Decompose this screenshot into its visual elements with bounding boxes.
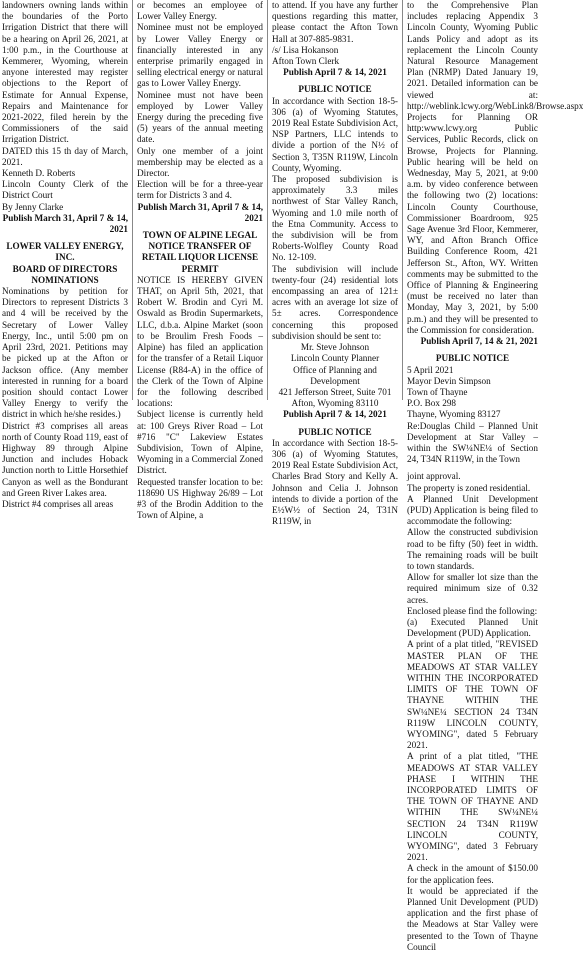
- public-notice-heading: PUBLIC NOTICE: [298, 84, 372, 95]
- douglas-child-pud-re: Re:Douglas Child – Planned Unit Development at Star Valley – within the SW¼NE¼ of Section 24, T34N R119W, in the Town: [407, 420, 538, 465]
- nsp-subdivision-lots: The subdivision will include twenty-four (24) residential lots encompassing an area of 121± acres with an average lot size of 5± acres. Correspondence concerning this proposed subdivision should be sent to:: [272, 263, 398, 341]
- story-johnson-subdivision: In accordance with Section 18-5-306 (a) of Wyoming Statutes, 2019 Real Estate Subdivision Act, Charles Brad Story and Kelly A. Johnson and Celia J. Johnson intends to divide a portion of the E½W½ of Section 24, T31N R119W, in: [272, 437, 398, 527]
- nominee-employee-text: or becomes an employee of Lower Valley Energy.: [137, 0, 263, 22]
- porto-irrigation-signature: Kenneth D. Roberts Lincoln County Clerk of the District Court By Jenny Clarke: [2, 168, 128, 212]
- porto-irrigation-dated: DATED this 15 th day of March, 2021.: [2, 145, 128, 167]
- check-item: A check in the amount of $150.00 for the application fees.: [407, 863, 538, 885]
- district-3-paragraph: District #3 comprises all areas north of County Road 119, east of Highway 89 through Alpine Junction and includes Hoback Junction north to Little Horsethief Canyon as well as the Bondurant and Green River Lakes area.: [2, 420, 128, 498]
- column-1: [2, 0, 128, 509]
- nominee-financial-text: Nominee must not be employed by Lower Valley Energy or financially interested in any enterprise primarily engaged in selling electrical energy or natural gas to Lower Valley Energy.: [137, 22, 263, 89]
- public-notice-heading-2: PUBLIC NOTICE: [298, 426, 372, 437]
- executed-pud-item: (a) Executed Planned Unit Development (PUD) Application.: [407, 616, 538, 639]
- alpine-liquor-heading: TOWN OF ALPINE LEGAL NOTICE TRANSFER OF RETAIL LIQUOR LICENSE PERMIT: [141, 230, 259, 274]
- joint-approval-text: joint approval.: [407, 471, 461, 482]
- afton-attend-text: to attend. If you have any further questions regarding this matter, please contact the Afton Town Hall at 307-885-9831.: [272, 0, 398, 44]
- column-2: [137, 0, 263, 521]
- nsp-subdivision-location: The proposed subdivision is approximately 3.3 miles northwest of Star Valley Ranch, Wyoming and 1.0 mile north of the Etna Community. Access to the subdivision will be from Roberts-Wolfley County Road No. 12-109.: [272, 174, 398, 263]
- liquor-notice-paragraph: NOTICE IS HEREBY GIVEN THAT, on April 5th, 2021, that Robert W. Brodin and Cyri M. Oswald as Brodin Supermarkets, LLC, d.b.a. Alpine Market (soon to be Broulim Fresh Foods – Alpine) has filed an application for the transfer of a Retail Liquor License (R84-A) in the office of the Clerk of the Town of Alpine for the following described locations:: [137, 274, 263, 409]
- liquor-transfer-location: Requested transfer location to be: 118690 US Highway 26/89 – Lot #3 of the Brodin Addition to the Town of Alpine, a: [137, 476, 263, 521]
- comprehensive-plan-publish-dates: Publish April 7, 14 & 21, 2021: [420, 336, 538, 347]
- afton-publish-dates: Publish April 7 & 14, 2021: [283, 67, 387, 78]
- comprehensive-plan-text: to the Comprehensive Plan includes replacing Appendix 3 Lincoln County, Wyoming Public Lands Policy and adopt as its replacement the Lincoln County Natural Resource Management Plan (NRMP) Dated January 19, 2021. Detailed information can be viewed at: http://weblink.lcwy.org/WebLink8/Browse.aspx Projects for Planning OR http:www.lcwy.org Public Services, Public Records, click on Browse, Projects for Planning. Public hearing will be held on Wednesday, May 5, 2021, at 9:00 a.m. by video conference between the following two (2) locations: Lincoln County Courthouse, Commissioner Boardroom, 925 Sage Avenue 3rd Floor, Kemmerer, WY, and Afton Branch Office Building Conference Room, 421 Jefferson St., Afton, WY. Written comments may be submitted to the Office of Planning & Engineering (must be received no later than Monday, May 3, 2021, by 5:00 p.m.) and they will be presented to the Commission for consideration.: [407, 0, 583, 335]
- nsp-subdivision-intro: In accordance with Section 18-5-306 (a) of Wyoming Statutes, 2019 Real Estate Subdivision Act, NSP Partners, LLC intends to divide a portion of the N½ of Section 3, T35N R119W, Lincoln County, Wyoming.: [272, 95, 398, 173]
- lot-size-item: Allow for smaller lot size than the required minimum size of 0.32 acres.: [407, 572, 538, 605]
- enclosed-text: Enclosed please find the following:: [407, 605, 538, 616]
- thayne-public-notice-heading: PUBLIC NOTICE: [435, 353, 510, 364]
- column-divider: [132, 0, 133, 400]
- meadows-phase-1-item: A print of a plat titled, "THE MEADOWS AT STAR VALLEY PHASE I WITHIN THE INCORPORATED LIMITS OF THE TOWN OF THAYNE AND WITHIN THE SW¼NE¼ SECTION 24 T34N R119W LINCOLN COUNTY, WYOMING", dated 3 February 2021.: [407, 751, 538, 863]
- lower-valley-energy-heading: LOWER VALLEY ENERGY, INC.: [6, 241, 124, 263]
- road-width-item: Allow the constructed subdivision road to be fifty (50) feet in width. The remaining roads will be built to town standards.: [407, 527, 538, 571]
- column-divider: [267, 0, 268, 400]
- joint-membership-text: Only one member of a joint membership may be elected as a Director.: [137, 145, 263, 179]
- column-3: [272, 0, 398, 527]
- afton-clerk-signature: /s/ Lisa Hokanson Afton Town Clerk: [272, 44, 340, 67]
- porto-irrigation-publish-dates: Publish March 31, April 7 & 14, 2021: [2, 212, 128, 235]
- liquor-current-location: Subject license is currently held at: 100 Greys River Road – Lot #716 "C" Lakeview Estates Subdivision, Town of Alpine, Wyoming in a Commercial Zoned District.: [137, 409, 263, 476]
- nsp-publish-dates: Publish April 7 & 14, 2021: [283, 409, 387, 420]
- district-4-paragraph: District #4 comprises all areas: [2, 498, 114, 509]
- nominee-employment-text: Nominee must not have been employed by Lower Valley Energy during the preceding five (5) years of the annual meeting date.: [137, 89, 263, 145]
- lve-publish-dates: Publish March 31, April 7 & 14, 2021: [137, 201, 263, 223]
- pud-application-text: A Planned Unit Development (PUD) Application is being filed to accommodate the following:: [407, 493, 538, 527]
- column-divider: [402, 0, 403, 400]
- thayne-letter-header: 5 April 2021 Mayor Devin Simpson Town of Thayne P.O. Box 298 Thayne, Wyoming 83127: [407, 364, 501, 420]
- nominations-paragraph: Nominations by petition for Directors to represent Districts 3 and 4 will be received by the Secretary of Lower Valley Energy, Inc., until 5:00 pm on April 23rd, 2021. Petitions may be picked up at the Afton or Jackson office. (Any member interested in running for a board position should contact Lower Valley Energy to verify the district in which he/she resides.): [2, 286, 128, 420]
- council-request-text: It would be appreciated if the Planned Unit Development (PUD) application and the first phase of the Meadows at Star Valley were presented to the Town of Thayne Council: [407, 885, 538, 952]
- column-4: [407, 0, 583, 952]
- porto-irrigation-notice-text: landowners owning lands within the boundaries of the Porto Irrigation District that there will be a hearing on April 26, 2021, at 1:00 p.m., in the Courthouse at Kemmerer, Wyoming, wherein anyone interested may register objections to the Report of Estimate for Annual Expense, Repairs and Maintenance for 2021-2022, filed herein by the Commissioners of the said Irrigation District.: [2, 0, 128, 145]
- planner-address: Mr. Steve Johnson Lincoln County Planner Office of Planning and Development 421 Jefferson Street, Suite 701 Afton, Wyoming 83110: [278, 342, 392, 409]
- board-nominations-heading: BOARD OF DIRECTORS NOMINATIONS: [12, 263, 118, 285]
- zoning-text: The property is zoned residential.: [407, 482, 531, 493]
- election-term-text: Election will be for a three-year term for Districts 3 and 4.: [137, 179, 263, 201]
- revised-master-plan-item: A print of a plat titled, "REVISED MASTER PLAN OF THE MEADOWS AT STAR VALLEY WITHIN THE INCORPORATED LIMITS OF THE TOWN OF THAYNE WITHIN THE SW¼NE¼ SECTION 24 T34N R119W LINCOLN COUNTY, WYOMING", dated 5 February 2021.: [407, 639, 538, 751]
